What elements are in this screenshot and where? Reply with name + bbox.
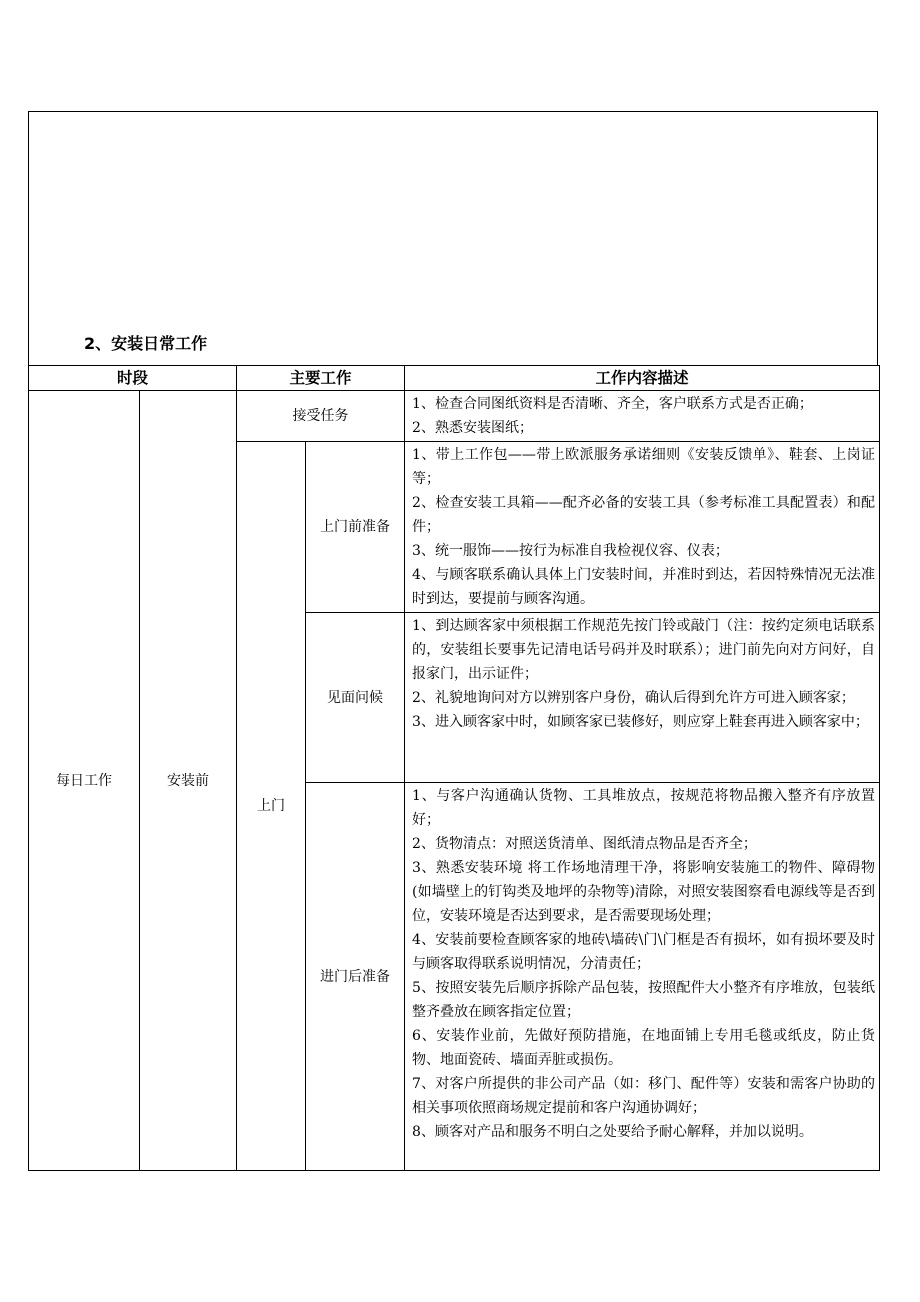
desc-line: 4、与顾客联系确认具体上门安装时间，并准时到达，若因特殊情况无法准时到达，要提前与顾客沟通。 [412, 567, 876, 607]
desc-line: 5、按照安装先后顺序拆除产品包装，按照配件大小整齐有序堆放，包装纸整齐叠放在顾客指定位置； [412, 980, 876, 1020]
header-period: 时段 [29, 366, 237, 391]
cell-pre-visit: 上门前准备 [306, 442, 405, 613]
desc-meeting [405, 613, 880, 783]
desc-line: 4、安装前要检查顾客家的地砖\墙砖\门\门框是否有损坏，如有损坏要及时与顾客取得联系说明情况，分清责任； [412, 932, 876, 972]
cell-after-entry: 进门后准备 [306, 783, 405, 1171]
header-description: 工作内容描述 [405, 366, 880, 391]
desc-line: 3、进入顾客家中时，如顾客家已装修好，则应穿上鞋套再进入顾客家中； [412, 714, 869, 730]
desc-after-entry [405, 783, 880, 1171]
desc-line: 1、与客户沟通确认货物、工具堆放点，按规范将物品搬入整齐有序放置好； [412, 788, 876, 828]
cell-before-install: 安装前 [140, 391, 237, 1171]
desc-line: 3、统一服饰——按行为标准自我检视仪容、仪表； [412, 543, 729, 559]
desc-accept-task [405, 391, 880, 442]
desc-line: 2、货物清点：对照送货清单、图纸清点物品是否齐全； [412, 836, 757, 852]
cell-meeting: 见面问候 [306, 613, 405, 783]
table-header-row [29, 366, 880, 391]
desc-pre-visit [405, 442, 880, 613]
desc-line: 3、熟悉安装环境 将工作场地清理干净，将影响安装施工的物件、障碍物(如墙壁上的钉钩类及地坪的杂物等)清除，对照安装图察看电源线等是否到位，安装环境是否达到要求，是否需要现场处理； [412, 860, 876, 924]
desc-line: 1、带上工作包——带上欧派服务承诺细则《安装反馈单》、鞋套、上岗证等； [412, 447, 876, 487]
blank-frame [28, 111, 878, 365]
cell-on-site: 上门 [237, 442, 306, 1171]
desc-line: 1、到达顾客家中须根据工作规范先按门铃或敲门（注：按约定须电话联系的，安装组长要事先记清电话号码并及时联系）；进门前先向对方问好，自报家门，出示证件； [412, 618, 876, 682]
cell-daily-work: 每日工作 [29, 391, 140, 1171]
desc-line: 1、检查合同图纸资料是否清晰、齐全，客户联系方式是否正确； [412, 396, 813, 412]
desc-line: 6、安装作业前，先做好预防措施，在地面铺上专用毛毯或纸皮，防止货物、地面瓷砖、墙面弄脏或损伤。 [412, 1028, 876, 1068]
desc-line: 7、对客户所提供的非公司产品（如：移门、配件等）安装和需客户协助的相关事项依照商场规定提前和客户沟通协调好； [412, 1076, 876, 1116]
work-table [28, 365, 880, 1171]
desc-line: 2、熟悉安装图纸； [412, 420, 533, 436]
section-title: 2、安装日常工作 [84, 334, 208, 353]
desc-line: 8、顾客对产品和服务不明白之处要给予耐心解释，并加以说明。 [412, 1124, 813, 1140]
desc-line: 2、检查安装工具箱——配齐必备的安装工具（参考标准工具配置表）和配件； [412, 495, 876, 535]
table-row [29, 391, 880, 442]
desc-line: 2、礼貌地询问对方以辨别客户身份，确认后得到允许方可进入顾客家； [412, 690, 855, 706]
header-main-work: 主要工作 [237, 366, 405, 391]
cell-accept-task: 接受任务 [237, 391, 405, 442]
